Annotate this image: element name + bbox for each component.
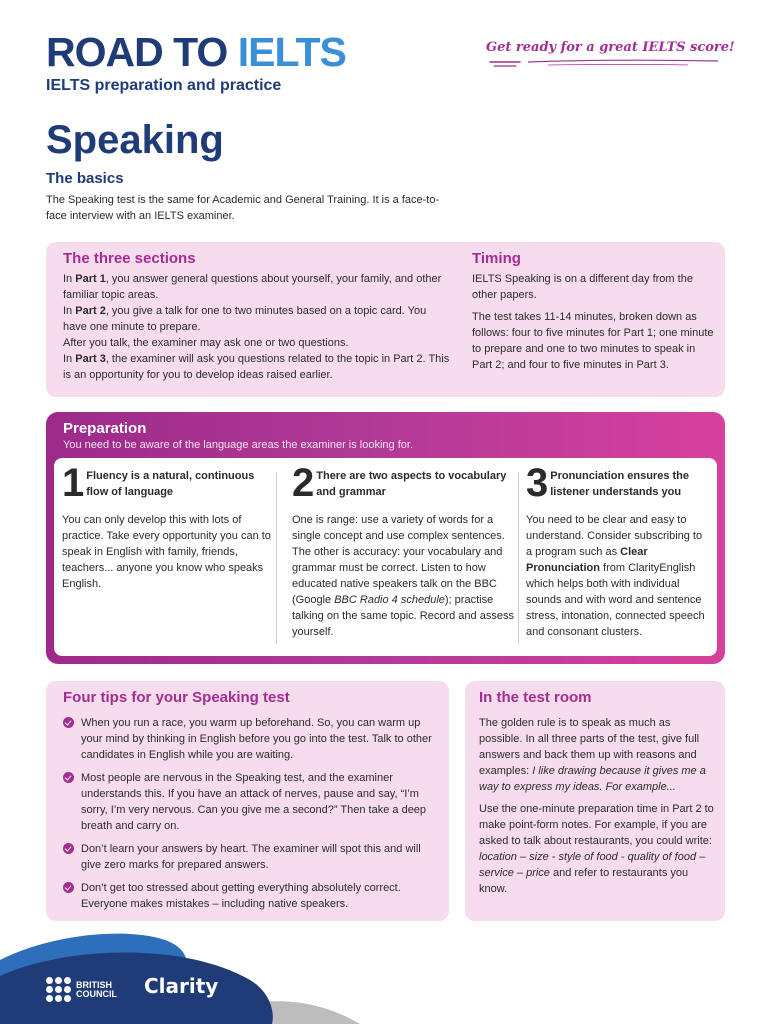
timing: [472, 250, 717, 373]
british-council-logo: [46, 977, 117, 1002]
footer-graphic: [0, 920, 768, 1024]
timing-heading: Timing: [472, 250, 521, 267]
three-sections: [63, 250, 453, 383]
list-item: Most people are nervous in the Speaking test, and the examiner understands this. If you have an attack of nerves, pause and say, “I’m sorry, I’m very nervous. Can you give me a second?” Then take a deep breath and carry on.: [63, 770, 437, 834]
check-icon: [63, 772, 74, 783]
test-room-body: [479, 715, 715, 897]
part3-label: Part 3: [75, 353, 106, 365]
basics-text: The Speaking test is the same for Academic and General Training. It is a face-to-face interview with an IELTS examiner.: [46, 194, 440, 222]
bc-line-2: COUNCIL: [76, 988, 117, 999]
sections-heading: The three sections: [63, 250, 196, 267]
preparation-heading: Preparation: [63, 420, 147, 437]
prep-text-2: One is range: use a variety of words for a single concept and use complex sentences. The other is accuracy: your vocabulary and grammar must be correct. Listen to how educated native speakers talk on the BBC (Google BBC Radio 4 schedule); practise talking on the same topic. Record and assess yourself.: [292, 514, 514, 638]
prep-number-1: 1: [62, 461, 85, 505]
prep-title-3: Pronunciation ensures the listener understands you: [550, 470, 689, 498]
test-room-para-2: Use the one-minute preparation time in Part 2 to make point-form notes. For example, if you are asked to talk about restaurants, you could write: location – size - style of food - quality of food – service – price and refer to restaurants you know.: [479, 803, 714, 895]
sections-box: [46, 242, 725, 397]
prep-column-vocabulary: [292, 461, 514, 640]
check-icon: [63, 882, 74, 893]
test-room-heading: In the test room: [479, 689, 592, 706]
list-item: When you run a race, you warm up beforehand. So, you can warm up your mind by thinking in English before you go into the test. Talk to other candidates in English while you are waiting.: [63, 715, 437, 763]
tagline: Get ready for a great IELTS score!: [486, 40, 735, 55]
prep-number-2: 2: [292, 461, 315, 505]
tips-heading: Four tips for your Speaking test: [63, 689, 290, 706]
part3-text: In Part 3, the examiner will ask you questions related to the topic in Part 2. This is an opportunity for you to develop ideas raised earlier.: [63, 353, 450, 381]
prep-text-3-bold: Clear Pronunciation: [526, 546, 648, 574]
part1-label: Part 1: [75, 273, 106, 285]
prep-text-2-italic: BBC Radio 4 schedule: [334, 594, 445, 606]
page-title: Speaking: [46, 118, 224, 162]
clarity-logo: Clarity: [144, 974, 219, 998]
basics-heading: The basics: [46, 170, 124, 187]
prep-text-3: You need to be clear and easy to understand. Consider subscribing to a program such as Clear Pronunciation from ClarityEnglish which helps both with individual sounds and with word and sentence stress, intonation, connected speech and consonant clusters.: [526, 514, 705, 638]
tagline-underline: [488, 58, 720, 68]
brand-ielts: IELTS: [237, 29, 346, 75]
part1-text: In Part 1, you answer general questions about yourself, your family, and other familiar topic areas.: [63, 273, 442, 301]
brand-road: ROAD TO: [46, 29, 228, 75]
brand-logo: [46, 30, 346, 74]
prep-title-2: There are two aspects to vocabulary and grammar: [316, 470, 507, 498]
list-item: Don’t learn your answers by heart. The examiner will spot this and will give zero marks for prepared answers.: [63, 841, 437, 873]
timing-text-2: The test takes 11-14 minutes, broken down as follows: four to five minutes for Part 1; one minute to prepare and one to two minutes to speak in Part 2; and four to five minutes in Part 3.: [472, 311, 714, 371]
tips-box: [46, 681, 449, 921]
part2-text: In Part 2, you give a talk for one to two minutes based on a topic card. You have one minute to prepare.: [63, 305, 427, 333]
prep-text-1: You can only develop this with lots of practice. Take every opportunity you can to speak in English with family, friends, teachers... anyone you know who speaks English.: [62, 514, 271, 590]
subtitle: IELTS preparation and practice: [46, 77, 282, 94]
divider: [518, 472, 519, 644]
part2-followup: After you talk, the examiner may ask one or two questions.: [63, 337, 349, 349]
test-room-box: [465, 681, 725, 921]
british-council-dots-icon: [46, 977, 71, 1002]
preparation-inner: [54, 458, 717, 656]
test-room-para-1: The golden rule is to speak as much as possible. In all three parts of the test, give full answers and back them up with reasons and examples: I like drawing because it gives me a way to express my ideas. For example...: [479, 717, 706, 793]
part2-label: Part 2: [75, 305, 106, 317]
prep-title-1: Fluency is a natural, continuous flow of language: [86, 470, 255, 498]
prep-number-3: 3: [526, 461, 549, 505]
preparation-panel: [46, 412, 725, 664]
tips-list: [63, 715, 437, 919]
divider: [276, 472, 277, 644]
prep-column-fluency: [62, 461, 272, 592]
check-icon: [63, 843, 74, 854]
prep-column-pronunciation: [526, 461, 710, 640]
timing-text-1: IELTS Speaking is on a different day from the other papers.: [472, 273, 693, 301]
list-item: Don’t get too stressed about getting everything absolutely correct. Everyone makes mistakes – including native speakers.: [63, 880, 437, 912]
bc-line-1: BRITISH: [76, 979, 112, 990]
preparation-subheading: You need to be aware of the language areas the examiner is looking for.: [63, 439, 414, 451]
check-icon: [63, 717, 74, 728]
